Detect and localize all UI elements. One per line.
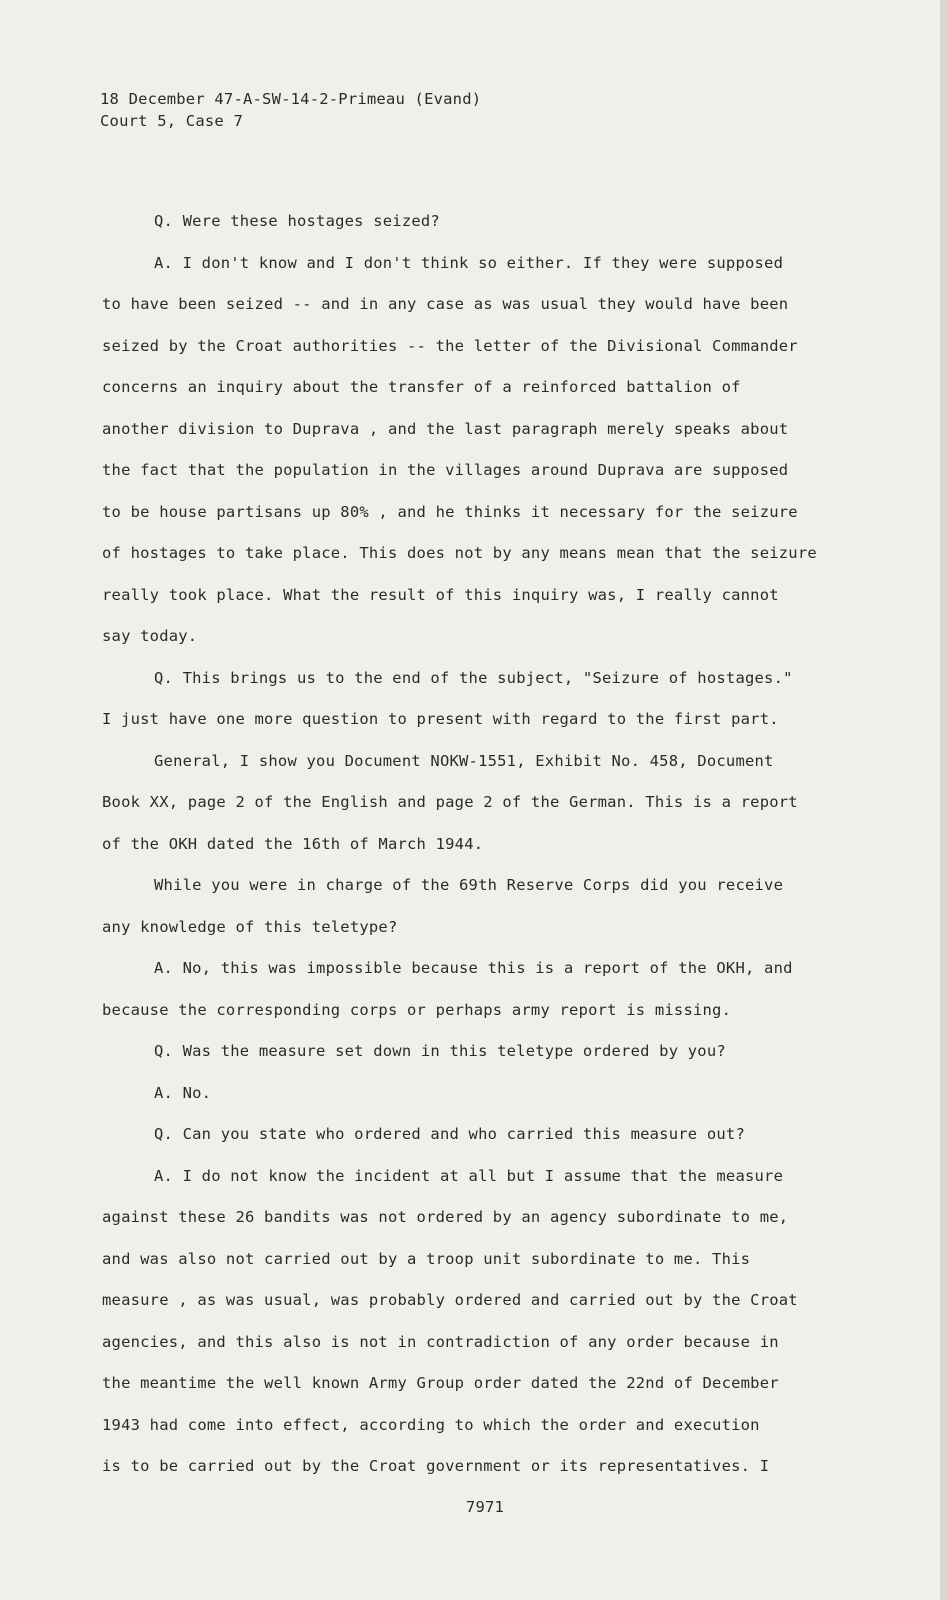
header-court-line: Court 5, Case 7 [100, 112, 243, 130]
transcript-line: A. No. [154, 1083, 212, 1102]
transcript-line: 1943 had come into effect, according to which the order and execution [102, 1415, 760, 1434]
header-reference-line: 18 December 47-A-SW-14-2-Primeau (Evand) [100, 90, 482, 108]
transcript-line: another division to Duprava , and the last paragraph merely speaks about [102, 419, 789, 438]
transcript-line: Q. Was the measure set down in this teletype ordered by you? [154, 1042, 726, 1060]
transcript-line: I just have one more question to present with regard to the first part. [102, 710, 779, 728]
transcript-line: Q. This brings us to the end of the subject, "Seizure of hostages." [154, 668, 793, 687]
transcript-line: of the OKH dated the 16th of March 1944. [102, 834, 484, 853]
page-edge [940, 0, 948, 1600]
transcript-line: say today. [102, 627, 198, 645]
transcript-line: any knowledge of this teletype? [102, 917, 398, 936]
transcript-line: General, I show you Document NOKW-1551, Exhibit No. 458, Document [154, 751, 774, 770]
transcript-line: Q. Were these hostages seized? [154, 212, 440, 230]
page-number: 7971 [465, 1498, 505, 1516]
transcript-line: Book XX, page 2 of the English and page 2 of the German. This is a report [102, 793, 798, 811]
document-header [100, 88, 481, 132]
transcript-line: against these 26 bandits was not ordered by an agency subordinate to me, [102, 1208, 789, 1226]
transcript-line: concerns an inquiry about the transfer of a reinforced battalion of [102, 378, 741, 396]
transcript-line: A. No, this was impossible because this is a report of the OKH, and [154, 959, 793, 977]
transcript-line: agencies, and this also is not in contradiction of any order because in [102, 1332, 779, 1351]
transcript-line: A. I don't know and I don't think so either. If they were supposed [154, 253, 784, 272]
transcript-line: and was also not carried out by a troop unit subordinate to me. This [102, 1249, 751, 1268]
transcript-line: really took place. What the result of this inquiry was, I really cannot [102, 585, 779, 604]
transcript-line: A. I do not know the incident at all but I assume that the measure [154, 1166, 784, 1185]
transcript-line: Q. Can you state who ordered and who carried this measure out? [154, 1125, 745, 1143]
transcript-line: of hostages to take place. This does not by any means mean that the seizure [102, 544, 817, 562]
transcript-line: seized by the Croat authorities -- the letter of the Divisional Commander [102, 336, 798, 355]
transcript-line: because the corresponding corps or perhaps army report is missing. [102, 1000, 732, 1019]
transcript-body [102, 210, 872, 1497]
transcript-line: the fact that the population in the villages around Duprava are supposed [102, 461, 789, 479]
transcript-line: measure , as was usual, was probably ordered and carried out by the Croat [102, 1291, 798, 1309]
transcript-line: the meantime the well known Army Group order dated the 22nd of December [102, 1374, 779, 1392]
transcript-line: While you were in charge of the 69th Reserve Corps did you receive [154, 876, 784, 894]
transcript-line: to have been seized -- and in any case as was usual they would have been [102, 295, 789, 313]
transcript-line: is to be carried out by the Croat government or its representatives. I [102, 1457, 770, 1475]
transcript-line: to be house partisans up 80% , and he thinks it necessary for the seizure [102, 502, 798, 521]
